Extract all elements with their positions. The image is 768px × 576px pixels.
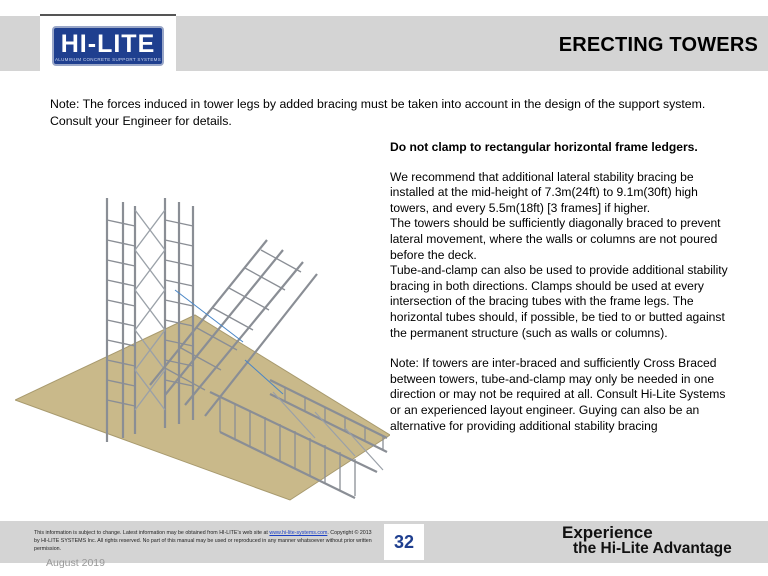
- deck-plate: [15, 315, 390, 500]
- page-title: ERECTING TOWERS: [558, 34, 758, 56]
- legal-text-prefix: This information is subject to change. Latest information may be obtained from HI-LITE's web site at: [34, 530, 270, 536]
- slogan-line-2: the Hi-Lite Advantage: [573, 540, 732, 557]
- paragraph-spacer: [390, 341, 730, 356]
- body-paragraph-2: The towers should be sufficiently diagonally braced to prevent lateral movement, where the walls or columns are not poured before the deck.: [390, 216, 721, 262]
- logo-badge: [52, 26, 164, 66]
- company-logo: [40, 14, 176, 76]
- body-paragraph-4: Note: If towers are inter-braced and sufficiently Cross Braced between towers, tube-and-clamp may only be needed in one direction or may not be required at all. Consult Hi-Lite Systems or an experienced layout engineer. Guying can also be an alternative for providing additional stability bracing: [390, 356, 726, 433]
- body-heading: Do not clamp to rectangular horizontal frame ledgers.: [390, 140, 698, 154]
- body-paragraph-1: We recommend that additional lateral stability bracing be installed at the mid-height of 7.3m(24ft) to 9.1m(30ft) high towers, and every 5.5m(18ft) [3 frames] if higher.: [390, 169, 698, 215]
- logo-subtext: ALUMINUM CONCRETE SUPPORT SYSTEMS: [55, 57, 161, 62]
- body-text-column: [390, 140, 730, 434]
- body-paragraph-3: Tube-and-clamp can also be used to provide additional stability bracing in both directions. Clamps should be used at every intersection of the bracing tubes with the frame legs. The horizontal tubes should, if possible, be tied to or butted against the permanent structure (such as walls or columns).: [390, 263, 728, 340]
- top-note: Note: The forces induced in tower legs by added bracing must be taken into account in the design of the support system. Consult your Engineer for details.: [50, 97, 706, 128]
- slogan-line-1: Experience: [562, 523, 653, 542]
- logo-text: HI-LITE: [60, 30, 156, 58]
- website-link[interactable]: www.hi-lite-systems.com: [269, 530, 328, 536]
- tower-erection-illustration: [15, 180, 390, 510]
- document-date: August 2019: [46, 557, 105, 569]
- footer-legal-notice: [34, 529, 374, 553]
- page-number-box: [384, 524, 424, 560]
- legal-text-suffix: . Copyright © 2013 by HI-LITE SYSTEMS Inc. All rights reserved. No part of this manual may be used or reproduced in any manner whatsoever without prior written permission.: [34, 530, 372, 552]
- page-number: 32: [393, 532, 415, 552]
